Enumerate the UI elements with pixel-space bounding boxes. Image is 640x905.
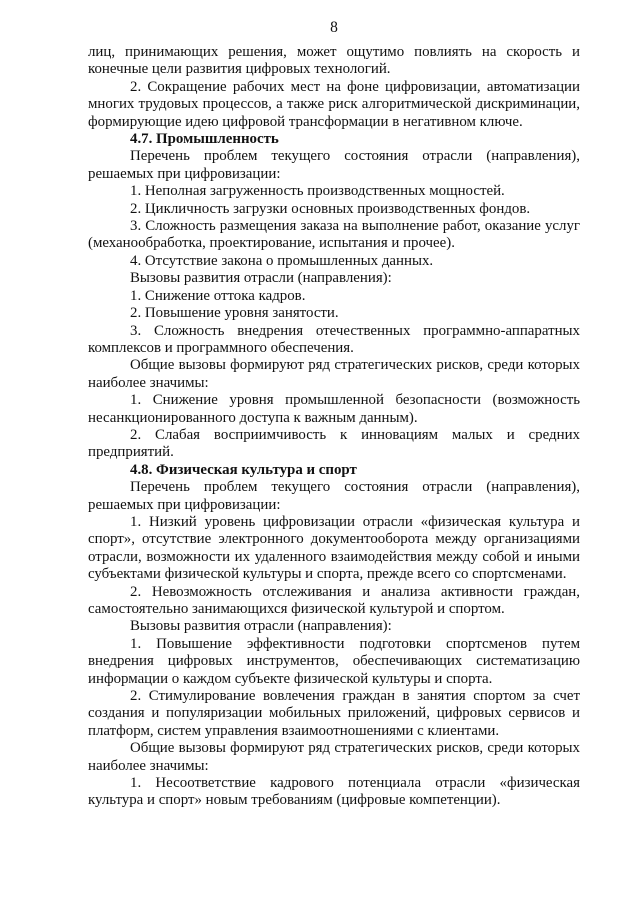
paragraph: Перечень проблем текущего состояния отрасли (направления), решаемых при цифровизации:	[88, 148, 580, 182]
paragraph: лиц, принимающих решения, может ощутимо повлиять на скорость и конечные цели развития цифровых технологий.	[88, 44, 580, 78]
paragraph: Общие вызовы формируют ряд стратегических рисков, среди которых наиболее значимы:	[88, 357, 580, 391]
section-heading: 4.8. Физическая культура и спорт	[130, 461, 357, 478]
section-heading: 4.7. Промышленность	[130, 131, 279, 148]
list-item: 2. Повышение уровня занятости.	[130, 305, 339, 322]
document-body	[88, 44, 580, 810]
page-number: 8	[330, 19, 338, 36]
list-item: 3. Сложность размещения заказа на выполнение работ, оказание услуг (механообработка, проектирование, испытания и прочее).	[88, 218, 580, 252]
paragraph: Общие вызовы формируют ряд стратегических рисков, среди которых наиболее значимы:	[88, 740, 580, 774]
list-item: 2. Стимулирование вовлечения граждан в занятия спортом за счет создания и популяризации мобильных приложений, цифровых сервисов и платформ, систем управления взаимоотношениями с клиентами.	[88, 688, 580, 739]
list-item: 1. Неполная загруженность производственных мощностей.	[130, 183, 505, 200]
list-item: 2. Цикличность загрузки основных производственных фондов.	[130, 200, 531, 217]
paragraph: Вызовы развития отрасли (направления):	[130, 618, 392, 635]
list-item: 1. Повышение эффективности подготовки спортсменов путем внедрения цифровых инструментов, обеспечивающих систематизацию информации о каждом субъекте физической культуры и спорта.	[88, 635, 580, 687]
list-item: 2. Невозможность отслеживания и анализа активности граждан, самостоятельно занимающихся физической культурой и спортом.	[88, 583, 580, 617]
paragraph: Перечень проблем текущего состояния отрасли (направления), решаемых при цифровизации:	[88, 479, 580, 513]
list-item: 4. Отсутствие закона о промышленных данных.	[130, 252, 434, 269]
list-item: 1. Низкий уровень цифровизации отрасли «физическая культура и спорт», отсутствие электронного документооборота между организациями отрасли, возможности их удаленного взаимодействия между собой и иными субъектами физической культуры и спорта, прежде всего со спортсменами.	[88, 513, 580, 583]
list-item: 1. Снижение оттока кадров.	[130, 287, 306, 304]
paragraph: 2. Сокращение рабочих мест на фоне цифровизации, автоматизации многих трудовых процессов, а также риск алгоритмической дискриминации, формирующие идею цифровой трансформации в негативном ключе.	[88, 78, 580, 130]
list-item: 2. Слабая восприимчивость к инновациям малых и средних предприятий.	[88, 426, 580, 461]
list-item: 1. Снижение уровня промышленной безопасности (возможность несанкционированного доступа к важным данным).	[88, 392, 580, 426]
paragraph: Вызовы развития отрасли (направления):	[130, 270, 392, 287]
list-item: 1. Несоответствие кадрового потенциала отрасли «физическая культура и спорт» новым требованиям (цифровые компетенции).	[88, 775, 580, 809]
list-item: 3. Сложность внедрения отечественных программно-аппаратных комплексов и программного обеспечения.	[88, 322, 580, 356]
